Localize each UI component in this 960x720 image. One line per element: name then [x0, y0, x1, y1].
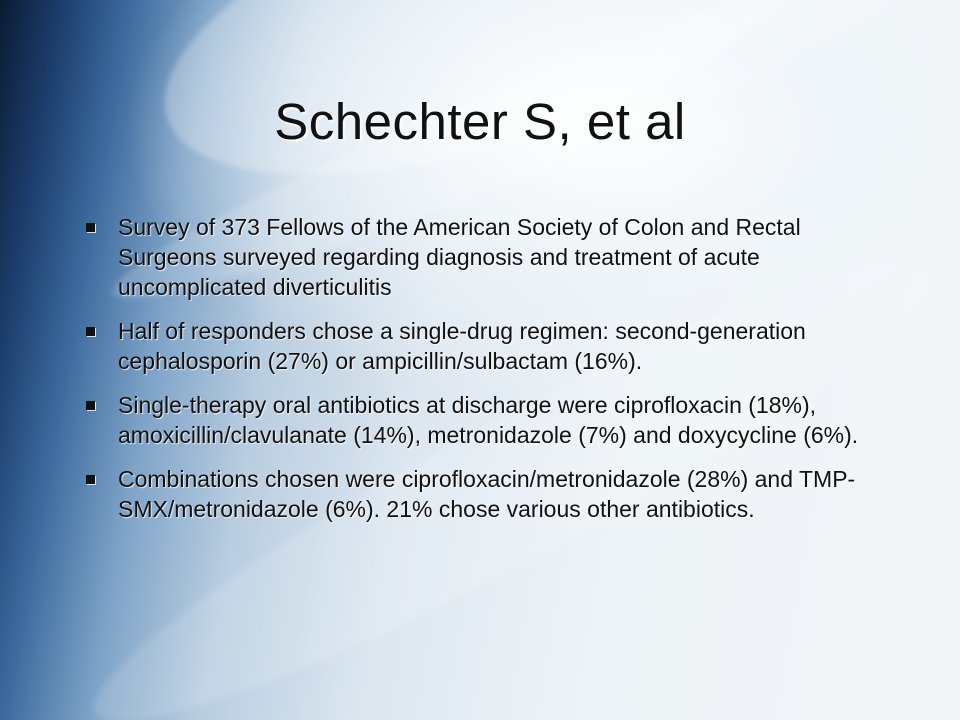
- bullet-text: Combinations chosen were ciprofloxacin/metronidazole (28%) and TMP-SMX/metronidazole (6%). 21% chose various other antibiotics.: [118, 466, 856, 522]
- square-bullet-icon: [86, 327, 95, 336]
- bullet-item: [82, 316, 882, 376]
- square-bullet-icon: [86, 401, 95, 410]
- bullet-item: [82, 464, 882, 524]
- square-bullet-icon: [86, 475, 95, 484]
- bullet-item: [82, 212, 882, 302]
- bullet-text: Single-therapy oral antibiotics at discharge were ciprofloxacin (18%), amoxicillin/clavulanate (14%), metronidazole (7%) and doxycycline (6%).: [118, 392, 859, 448]
- bullet-text: Survey of 373 Fellows of the American Society of Colon and Rectal Surgeons surveyed regarding diagnosis and treatment of acute uncomplicated diverticulitis: [118, 214, 801, 300]
- square-bullet-icon: [86, 223, 95, 232]
- bullet-text: Half of responders chose a single-drug regimen: second-generation cephalosporin (27%) or ampicillin/sulbactam (16%).: [118, 318, 806, 374]
- bullet-list: [82, 212, 882, 538]
- bullet-item: [82, 390, 882, 450]
- slide-title: Schechter S, et al: [274, 93, 686, 150]
